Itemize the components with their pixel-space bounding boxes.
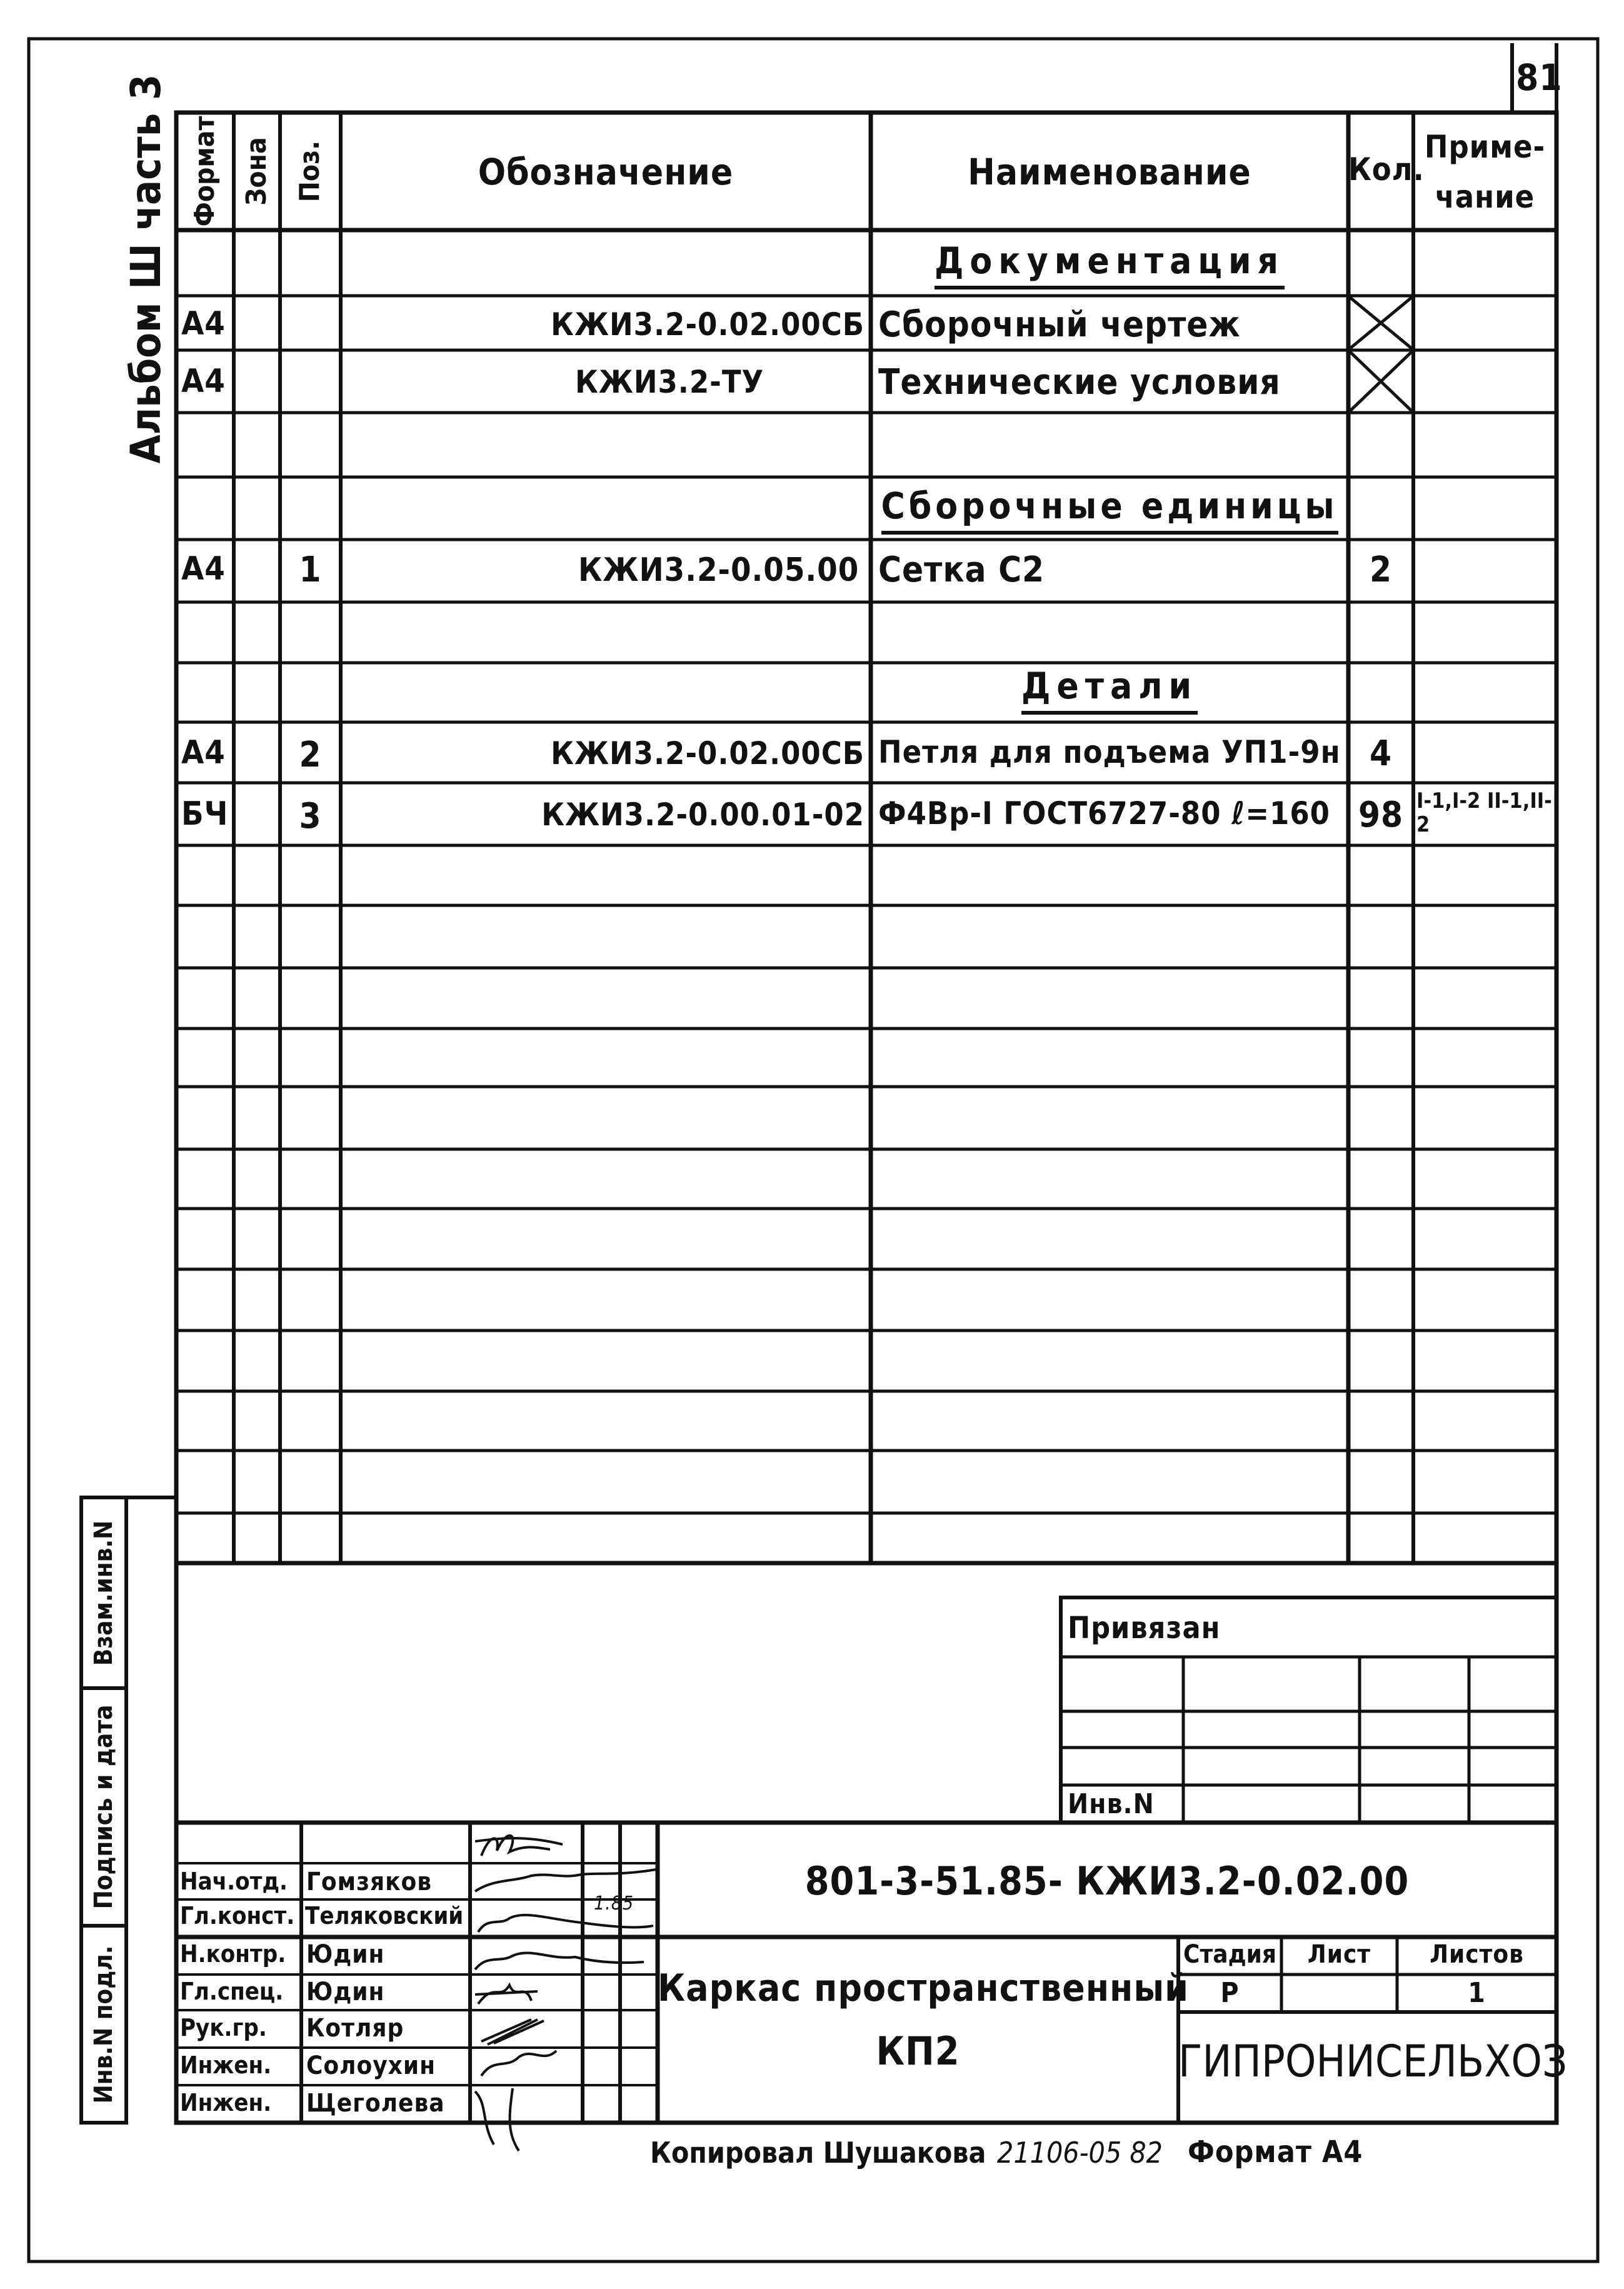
staff-role: Инжен. [180,2089,272,2116]
table-row-name: Сборочный чертеж [878,304,1241,345]
privyazan-title: Привязан [1068,1611,1221,1646]
staff-name: Юдин [306,1978,385,2006]
staff-role: Инжен. [180,2051,272,2079]
staff-role: Гл.конст. [180,1902,295,1929]
table-row-pos: 1 [299,550,322,590]
sheets-value: 1 [1468,1977,1486,2009]
header-zone: Зона [241,137,273,206]
staff-name: Котляр [306,2014,404,2043]
object-name-line2: КП2 [876,2028,960,2074]
footer-order-number: 21106-05 82 [997,2136,1163,2170]
sheet-label: Лист [1307,1940,1371,1969]
table-row-qty: 4 [1369,733,1393,774]
stage-label: Стадия [1183,1940,1276,1969]
header-designation: Обозначение [478,151,734,193]
header-name: Наименование [968,151,1251,193]
doc-code: 801-3-51.85- КЖИ3.2-0.02.00 [804,1858,1410,1904]
table-row-name: Сетка С2 [878,550,1045,590]
table-row-pos: 3 [299,796,322,837]
date-mark: 1.85 [594,1893,634,1914]
stamp-podpis-data: Подпись и дата [89,1704,118,1909]
staff-name: Солоухин [306,2051,436,2080]
staff-role: Рук.гр. [180,2014,267,2041]
table-row-designation: КЖИ3.2-0.05.00 [578,551,860,589]
header-note-line1: Приме- [1424,129,1546,165]
table-row-designation: КЖИ3.2-0.00.01-02 [541,797,865,833]
staff-role: Гл.спец. [180,1978,284,2005]
section-title-documentation: Документация [871,243,1348,279]
table-row-format: А4 [181,305,226,343]
section-title-assembly-units: Сборочные единицы [871,488,1348,524]
staff-name: Юдин [306,1940,385,1969]
table-row-format: А4 [181,734,226,772]
table-row-qty: 2 [1369,550,1393,590]
privyazan-inv: Инв.N [1068,1788,1155,1820]
section-title-details: Детали [871,668,1348,704]
table-row-name: Технические условия [878,362,1281,403]
table-row-designation: КЖИ3.2-0.02.00СБ [551,735,865,772]
staff-name: Теляковский [305,1902,464,1929]
header-note-line2: чание [1435,179,1535,215]
footer-format: Формат А4 [1188,2135,1363,2170]
table-row-designation: КЖИ3.2-0.02.00СБ [551,306,865,343]
staff-role: Н.контр. [180,1940,286,1968]
stamp-inv-podl: Инв.N подл. [89,1945,118,2104]
header-qty: Кол. [1348,151,1425,188]
stamp-vzam-inv: Взам.инв.N [89,1520,118,1666]
album-label: Альбом Ш часть 3 [122,74,170,464]
stage-value: Р [1220,1977,1240,2009]
sheets-label: Листов [1430,1940,1524,1969]
table-row-pos: 2 [299,735,322,775]
staff-name: Щеголева [306,2089,445,2118]
table-row-format: А4 [181,363,226,400]
table-row-name: Петля для подъема УП1-9н [878,734,1341,770]
staff-role: Нач.отд. [180,1868,288,1895]
footer-copied-by: Копировал Шушакова [650,2136,986,2170]
table-row-format: А4 [181,550,226,588]
sheet-number: 81 [1516,56,1563,99]
staff-name: Гомзяков [306,1868,433,1896]
header-pos: Поз. [294,140,326,203]
organization: ГИПРОНИСЕЛЬХОЗ [1178,2036,1568,2087]
table-row-note: I-1,I-2 II-1,II-2 [1416,788,1552,837]
table-row-designation: КЖИ3.2-ТУ [575,364,764,400]
table-row-name: Ф4Вр-I ГОСТ6727-80 ℓ=160 [878,795,1330,832]
signatures [475,1836,656,2151]
object-name-line1: Каркас пространственный [658,1966,1189,2010]
table-row-qty: 98 [1358,795,1404,835]
table-row-format: БЧ [181,795,229,833]
header-format: Формат [189,116,221,227]
